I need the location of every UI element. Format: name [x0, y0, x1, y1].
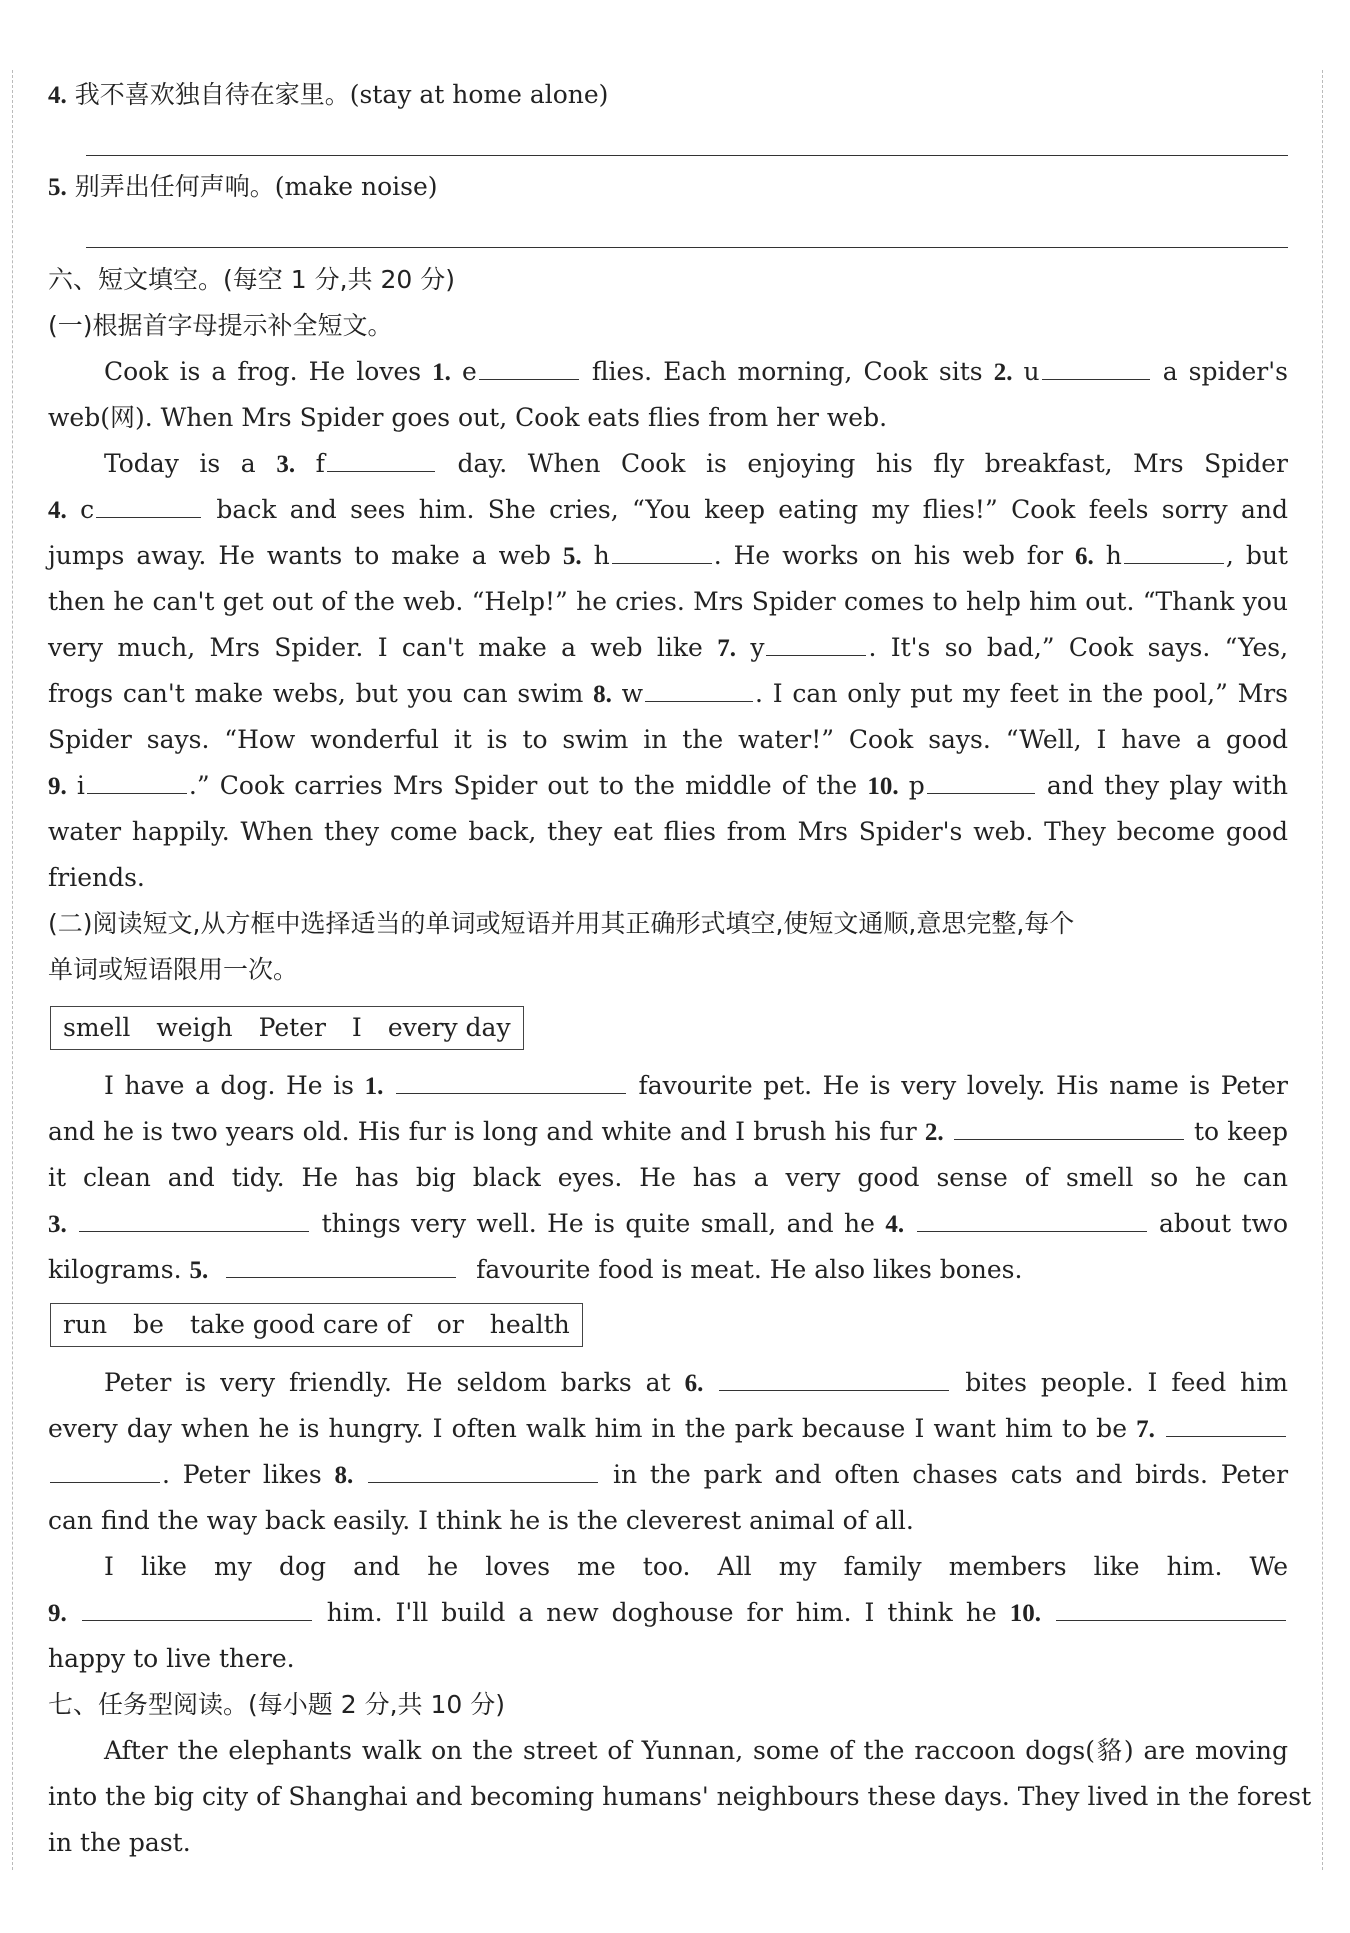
s7-line-2	[48, 1780, 1312, 1814]
text-segment: Cook is a frog. He loves	[104, 357, 422, 386]
blank-2-4[interactable]	[917, 1230, 1147, 1232]
section7-heading	[48, 1688, 505, 1722]
word-box-item: be	[133, 1310, 164, 1339]
word-box-item: health	[489, 1310, 570, 1339]
text-segment: 单词或短语限用一次。	[48, 955, 299, 984]
text-segment: back and sees him. She cries, “You keep eating my flies!” Cook feels sorry and	[216, 495, 1288, 524]
text-segment: about two	[1158, 1209, 1289, 1238]
blank-2-2[interactable]	[954, 1138, 1184, 1140]
blank-2-7b[interactable]	[50, 1481, 160, 1483]
question-number: 9.	[48, 773, 67, 800]
text-segment: very much, Mrs Spider. I can't make a web like	[48, 633, 703, 662]
p2-line-2	[48, 1115, 1288, 1150]
text-segment: . I can only put my feet in the pool,” Mrs	[755, 679, 1288, 708]
text-segment: to keep	[1194, 1117, 1288, 1146]
word-box-item: I	[351, 1013, 362, 1042]
p1-line-4	[48, 493, 1288, 528]
text-segment: in the past.	[48, 1828, 191, 1857]
text-segment: favourite pet. He is very lovely. His name is Peter	[638, 1071, 1289, 1100]
question-number: 1.	[432, 359, 451, 386]
text-segment: f	[315, 449, 325, 478]
blank-6[interactable]	[1124, 562, 1224, 564]
blank-9[interactable]	[87, 792, 187, 794]
text-segment: web(网). When Mrs Spider goes out, Cook eats flies from her web.	[48, 403, 888, 432]
text-segment: can find the way back easily. I think he is the cleverest animal of all.	[48, 1506, 914, 1535]
p4-line-3	[48, 1642, 295, 1676]
word-box-item: or	[436, 1310, 464, 1339]
question-number: 10.	[867, 773, 899, 800]
question-number: 7.	[717, 635, 736, 662]
blank-2-6[interactable]	[719, 1389, 949, 1391]
p3-line-4	[48, 1504, 914, 1538]
question-number: 5.	[562, 543, 582, 570]
word-box-2	[50, 1303, 583, 1347]
p3-line-2	[48, 1412, 1288, 1447]
text-segment: water happily. When they come back, they eat flies from Mrs Spider's web. They become good	[48, 817, 1288, 846]
p1-line-9	[48, 723, 1288, 757]
text-segment: (一)根据首字母提示补全短文。	[48, 311, 393, 340]
p2-line-1	[48, 1069, 1288, 1104]
text-segment: frogs can't make webs, but you can swim	[48, 679, 584, 708]
translation-q5	[48, 170, 438, 205]
text-segment: into the big city of Shanghai and becoming humans' neighbours these days. They lived in the forest	[48, 1782, 1312, 1811]
text-segment: friends.	[48, 863, 145, 892]
text-segment: I have a dog. He is	[104, 1071, 354, 1100]
question-number: 4.	[48, 497, 67, 524]
blank-7[interactable]	[766, 654, 866, 656]
text-segment: (每小题 2 分,共 10 分)	[248, 1690, 505, 1719]
question-number: 10.	[1009, 1600, 1041, 1627]
text-segment: then he can't get out of the web. “Help!” he cries. Mrs Spider comes to help him out. “Thank you	[48, 587, 1288, 616]
s7-line-1	[48, 1734, 1288, 1768]
text-segment: him. I'll build a new doghouse for him. I think he	[326, 1598, 997, 1627]
p3-line-1	[48, 1366, 1288, 1401]
text-segment: jumps away. He wants to make a web	[48, 541, 551, 570]
text-segment: flies. Each morning, Cook sits	[591, 357, 983, 386]
p1-line-8	[48, 677, 1288, 712]
question-number: 9.	[48, 1600, 67, 1627]
word-box-item: Peter	[258, 1013, 326, 1042]
blank-10[interactable]	[927, 792, 1035, 794]
text-segment: (make noise)	[274, 172, 438, 201]
margin-dashed-line-left	[12, 70, 13, 1870]
p1-line-12	[48, 861, 145, 895]
blank-2-7a[interactable]	[1166, 1435, 1286, 1437]
blank-4[interactable]	[96, 516, 201, 518]
question-number: 4.	[48, 82, 67, 109]
text-segment: . It's so bad,” Cook says. “Yes,	[868, 633, 1289, 662]
blank-1[interactable]	[479, 378, 579, 380]
text-segment: bites people. I feed him	[965, 1368, 1288, 1397]
word-box-item: run	[63, 1310, 108, 1339]
text-segment: , but	[1225, 541, 1288, 570]
text-segment: it clean and tidy. He has big black eyes. He has a very good sense of smell so he can	[48, 1163, 1288, 1192]
blank-2-1[interactable]	[396, 1092, 626, 1094]
section6-heading	[48, 263, 455, 297]
text-segment: h	[593, 541, 610, 570]
question-number: 3.	[276, 451, 296, 478]
p1-line-10	[48, 769, 1288, 804]
answer-line-q5[interactable]	[86, 247, 1288, 248]
blank-2-9[interactable]	[82, 1619, 312, 1621]
text-segment: in the park and often chases cats and birds. Peter	[612, 1460, 1289, 1489]
section6-part2-heading-2	[48, 953, 298, 987]
p2-line-5	[48, 1253, 1022, 1288]
question-number: 5.	[48, 174, 67, 201]
section6-part2-heading-1	[48, 907, 1074, 941]
text-segment: . Peter likes	[162, 1460, 322, 1489]
question-number: 8.	[334, 1462, 354, 1489]
blank-2-10[interactable]	[1056, 1619, 1286, 1621]
blank-2[interactable]	[1042, 378, 1150, 380]
text-segment: favourite food is meat. He also likes bones.	[476, 1255, 1023, 1284]
question-number: 1.	[364, 1073, 384, 1100]
text-segment: happy to live there.	[48, 1644, 295, 1673]
text-segment: things very well. He is quite small, and he	[321, 1209, 875, 1238]
word-box-item: smell	[63, 1013, 131, 1042]
p4-line-1	[48, 1550, 1288, 1584]
question-number: 5.	[189, 1257, 209, 1284]
answer-line-q4[interactable]	[86, 155, 1288, 156]
text-segment: i	[76, 771, 85, 800]
text-segment: u	[1023, 357, 1040, 386]
p1-line-7	[48, 631, 1288, 666]
p2-line-3	[48, 1161, 1288, 1195]
s7-line-3	[48, 1826, 191, 1860]
text-segment: and he is two years old. His fur is long and white and I brush his fur	[48, 1117, 917, 1146]
question-number: 6.	[684, 1370, 704, 1397]
blank-2-8[interactable]	[368, 1481, 598, 1483]
p1-line-3	[48, 447, 1288, 482]
text-segment: 我不喜欢独自待在家里。	[74, 80, 350, 109]
section6-part1-heading	[48, 309, 393, 343]
blank-2-3[interactable]	[79, 1230, 309, 1232]
word-box-item: weigh	[156, 1013, 233, 1042]
word-box-1	[50, 1006, 524, 1050]
text-segment: Peter is very friendly. He seldom barks at	[104, 1368, 671, 1397]
text-segment: c	[80, 495, 95, 524]
margin-dashed-line-right	[1322, 70, 1323, 1870]
text-segment: kilograms.	[48, 1255, 182, 1284]
p3-line-3	[48, 1458, 1288, 1493]
text-segment: p	[908, 771, 925, 800]
text-segment: e	[462, 357, 477, 386]
text-segment: every day when he is hungry. I often walk him in the park because I want him to be	[48, 1414, 1127, 1443]
text-segment: I like my dog and he loves me too. All my family members like him. We	[104, 1552, 1288, 1581]
text-segment: . He works on his web for	[713, 541, 1064, 570]
text-segment: Spider says. “How wonderful it is to swim in the water!” Cook says. “Well, I have a good	[48, 725, 1288, 754]
question-number: 7.	[1136, 1416, 1155, 1443]
text-segment: w	[621, 679, 644, 708]
text-segment: .” Cook carries Mrs Spider out to the middle of the	[188, 771, 858, 800]
p4-line-2	[48, 1596, 1288, 1631]
question-number: 8.	[593, 681, 612, 708]
question-number: 6.	[1075, 543, 1094, 570]
text-segment: (二)阅读短文,从方框中选择适当的单词或短语并用其正确形式填空,使短文通顺,意思完整,每个	[48, 909, 1075, 938]
text-segment: 别弄出任何声响。	[74, 172, 275, 201]
blank-2-5[interactable]	[226, 1276, 456, 1278]
text-segment: h	[1105, 541, 1122, 570]
blank-5[interactable]	[612, 562, 712, 564]
blank-3[interactable]	[327, 470, 435, 472]
question-number: 3.	[48, 1211, 67, 1238]
blank-8[interactable]	[645, 700, 753, 702]
p1-line-6	[48, 585, 1288, 619]
p1-line-5	[48, 539, 1288, 574]
text-segment: day. When Cook is enjoying his fly breakfast, Mrs Spider	[457, 449, 1289, 478]
p1-line-2	[48, 401, 887, 435]
translation-q4	[48, 78, 608, 113]
text-segment: a spider's	[1162, 357, 1288, 386]
text-segment: y	[750, 633, 765, 662]
text-segment: (每空 1 分,共 20 分)	[223, 265, 455, 294]
p1-line-1	[48, 355, 1288, 390]
text-segment: (stay at home alone)	[349, 80, 609, 109]
text-segment: and they play with	[1046, 771, 1288, 800]
text-segment: 六、短文填空。	[48, 265, 224, 294]
text-segment: Today is a	[104, 449, 256, 478]
p1-line-11	[48, 815, 1288, 849]
question-number: 2.	[924, 1119, 944, 1146]
word-box-item: take good care of	[189, 1310, 411, 1339]
question-number: 2.	[993, 359, 1013, 386]
word-box-item: every day	[387, 1013, 511, 1042]
text-segment: 七、任务型阅读。	[48, 1690, 249, 1719]
question-number: 4.	[885, 1211, 905, 1238]
text-segment: After the elephants walk on the street of Yunnan, some of the raccoon dogs(貉) are moving	[104, 1736, 1288, 1765]
p2-line-4	[48, 1207, 1288, 1242]
